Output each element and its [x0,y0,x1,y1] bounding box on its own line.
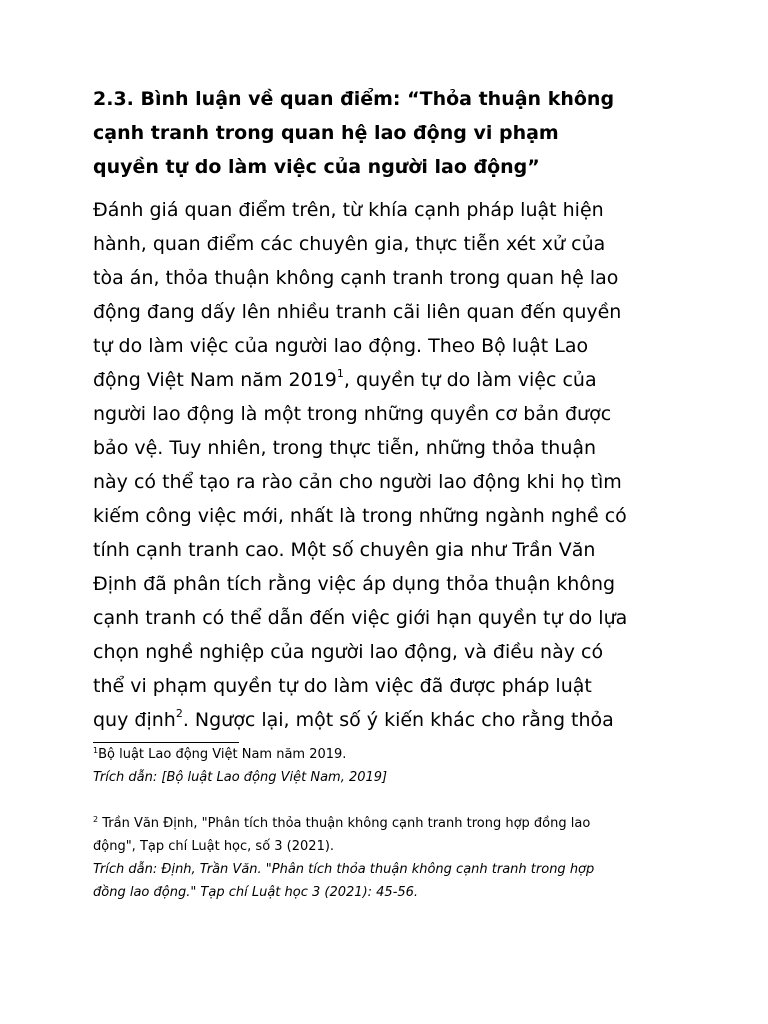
footnote-reference-2[interactable]: 2 [175,707,183,720]
footnote-2 [93,812,693,835]
paragraph-line: tự do làm việc của người lao động. Theo Bộ luật Lao [93,335,589,357]
paragraph-line: động đang dấy lên nhiều tranh cãi liên quan đến quyền [93,301,622,323]
paragraph-line: Đánh giá quan điểm trên, từ khía cạnh pháp luật hiện [93,199,604,221]
heading-line: 2.3. Bình luận về quan điểm: “Thỏa thuận không [93,88,615,110]
heading-line: quyền tự do làm việc của người lao động” [93,156,540,178]
paragraph-line: chọn nghề nghiệp của người lao động, và điều này có [93,641,604,663]
paragraph-line: thể vi phạm quyền tự do làm việc đã được pháp luật [93,675,592,697]
paragraph-line: kiếm công việc mới, nhất là trong những ngành nghề có [93,505,627,527]
footnote-spacer [93,789,693,812]
footnote-citation: đồng lao động." Tạp chí Luật học 3 (2021): 45-56. [93,885,419,900]
footnote-citation: Trích dẫn: Định, Trần Văn. "Phân tích thỏa thuận không cạnh tranh trong hợp [93,862,595,877]
body-paragraph [93,193,693,737]
line-text: quy định [93,709,176,731]
footnote-marker: 1 [93,746,99,755]
footnote-marker: 2 [93,815,99,824]
line-text: động Việt Nam năm 2019 [93,369,337,391]
heading-line: cạnh tranh trong quan hệ lao động vi phạm [93,122,559,144]
document-page [93,82,693,904]
footnotes [93,743,693,904]
line-text: . Ngược lại, một số ý kiến khác cho rằng thỏa [182,709,614,731]
footnote-text: động", Tạp chí Luật học, số 3 (2021). [93,839,335,854]
paragraph-line [93,703,693,737]
paragraph-line: bảo vệ. Tuy nhiên, trong thực tiễn, những thỏa thuận [93,437,597,459]
paragraph-line: tòa án, thỏa thuận không cạnh tranh trong quan hệ lao [93,267,619,289]
section-heading [93,82,693,184]
paragraph-line: cạnh tranh có thể dẫn đến việc giới hạn quyền tự do lựa [93,607,628,629]
footnote-citation: Trích dẫn: [Bộ luật Lao động Việt Nam, 2019] [93,770,388,785]
paragraph-line: này có thể tạo ra rào cản cho người lao động khi họ tìm [93,471,622,493]
paragraph-line [93,363,693,397]
footnote-text: Trần Văn Định, "Phân tích thỏa thuận không cạnh tranh trong hợp đồng lao [102,816,591,831]
line-text: , quyền tự do làm việc của [343,369,597,391]
paragraph-line: người lao động là một trong những quyền cơ bản được [93,403,612,425]
footnote-1 [93,743,693,766]
footnote-reference-1[interactable]: 1 [336,367,344,380]
paragraph-line: tính cạnh tranh cao. Một số chuyên gia như Trần Văn [93,539,596,561]
paragraph-line: Định đã phân tích rằng việc áp dụng thỏa thuận không [93,573,616,595]
footnote-text: Bộ luật Lao động Việt Nam năm 2019. [98,747,347,762]
paragraph-line: hành, quan điểm các chuyên gia, thực tiễn xét xử của [93,233,606,255]
